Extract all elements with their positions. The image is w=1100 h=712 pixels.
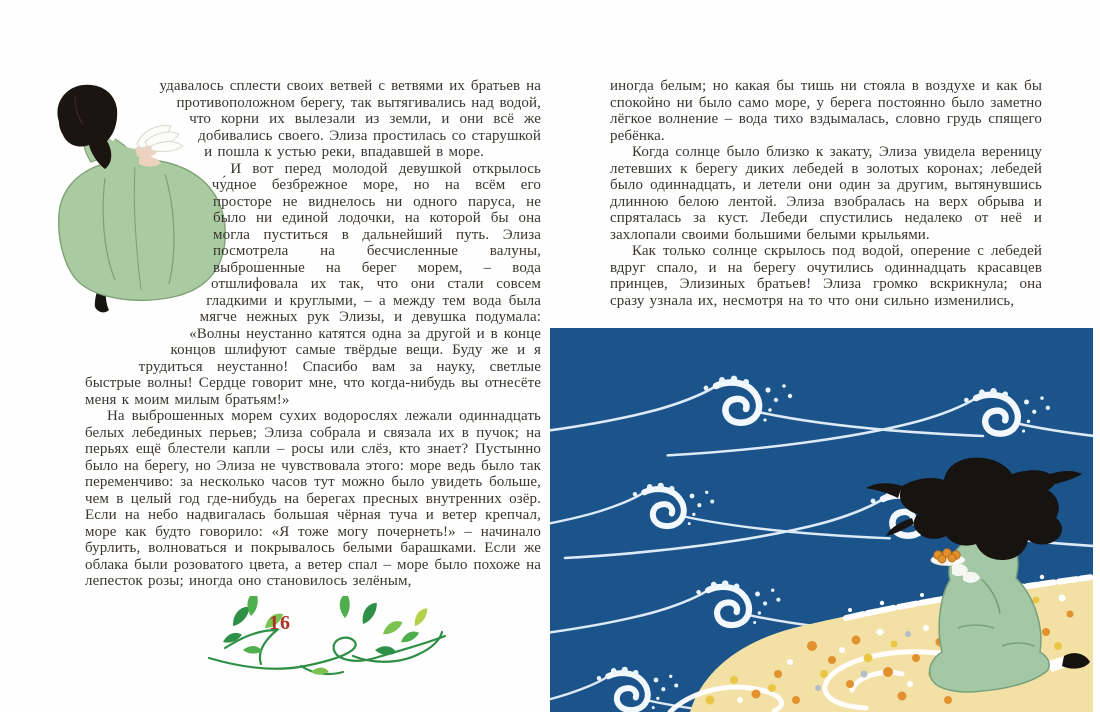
vine-leaves-drawing	[203, 596, 451, 694]
paragraph: Как только солнце скрылось под водой, оперение с лебедей вдруг спало, и на берегу очутились одиннадцать красавцев принцев, Элизиных братьев! Элиза громко вскрикнула; она сразу узнала их, несмотря на то что они сильно изменились,	[610, 243, 1042, 309]
paragraph: И вот перед молодой девушкой открылось чу́дное безбрежное море, но на всём его просторе не виднелось ни одного паруса, не было ни единой лодочки, на которой бы она могла пуститься в дальнейший путь. Элиза посмотрела на бесчисленные валуны, выброшенные на берег морем, – вода отшлифовала их так, что они стали совсем гладкими и круглыми, – а между тем вода была мягче нежных рук Элизы, и девушка подумала: «Волны неустанно катятся одна за другой и в конце концов шлифуют самые твёрдые вещи. Буду же и я трудиться неустанно! Спасибо вам за науку, светлые быстрые волны! Сердце говорит мне, что когда-нибудь вы отнесёте меня к моим милым братьям!»	[85, 160, 541, 408]
paragraph: На выброшенных морем сухих водорослях лежали одиннадцать белых лебединых перьев; Элиза собрала и связала их в пучок; на перьях ещё блестели капли – росы или слёз, кто знает? Пустынно было на берегу, но Элиза не чувствовала этого: море ведь было так переменчиво: за несколько часов тут можно было увидеть больше, чем в целый год где-нибудь на берегах пресных внутренних озёр. Если на небо надвигалась большая чёрная туча и ветер крепчал, море как будто говорило: «Я тоже могу почернеть!» – начинало бурлить, волноваться и покрывалось белыми барашками. Если же облака были розоватого цвета, а ветер спал – море было похоже на лепесток розы; иногда оно становилось зелёным,	[85, 408, 541, 589]
vine-decoration	[203, 596, 451, 694]
right-page-text	[610, 78, 1042, 309]
sea-shore-drawing	[550, 328, 1093, 712]
page-number: 16	[269, 612, 291, 634]
paragraph: иногда белым; но какая бы тишь ни стояла в воздухе и как бы спокойно ни было само море, у берега постоянно было заметно лёгкое волнение – вода тихо вздымалась, словно грудь спящего ребёнка.	[610, 78, 1042, 144]
illustration-eliza-shore	[550, 328, 1093, 712]
left-page-text	[85, 78, 541, 590]
paragraph: удавалось сплести своих ветвей с ветвями их братьев на противоположном берегу, так вытягивались над водой, что корни их вылезали из земли, и они всё же добивались своего. Элиза простилась со старушкой и пошла к устью реки, впадавшей в море.	[159, 78, 541, 160]
paragraph: Когда солнце было близко к закату, Элиза увидела вереницу летевших к берегу диких лебедей в золотых коронах; лебедей было одиннадцать, и летели они один за другим, вытянувшись длинною белою лентой. Элиза взобралась на верх обрыва и спряталась за куст. Лебеди спустились недалеко от неё и захлопали своими большими белыми крыльями.	[610, 144, 1042, 243]
